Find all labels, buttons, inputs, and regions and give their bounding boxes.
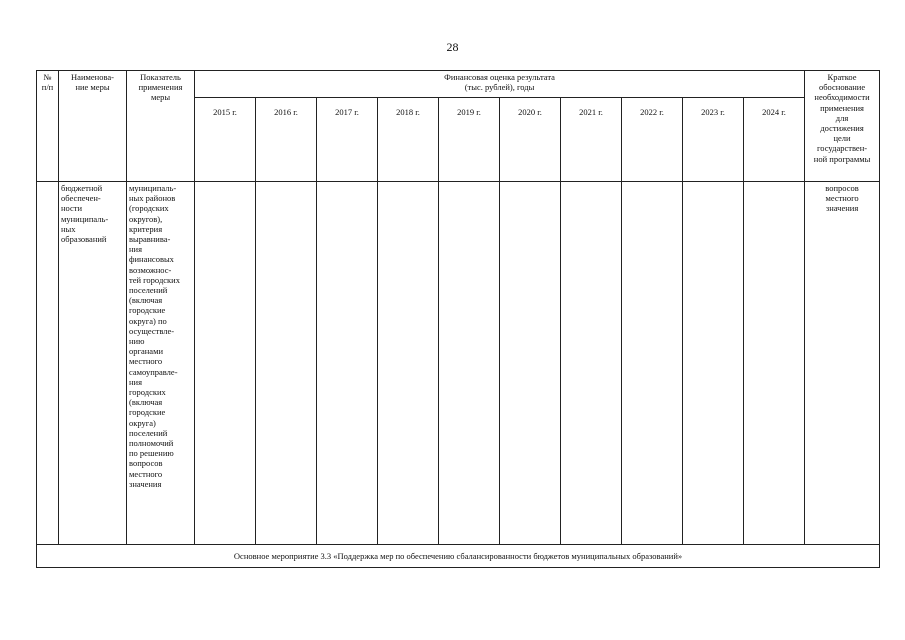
- year-cell: [500, 182, 561, 545]
- year-header: 2015 г.: [195, 98, 256, 182]
- year-header: 2016 г.: [256, 98, 317, 182]
- measures-table: [36, 70, 880, 568]
- row-indicator: муниципаль- ных районов (городских округов), критерия выравнива- ния финансовых возможнос- тей городских поселений (включая городские округа) по осуществле- нию органами местного самоуправле- ния городских (включая городские округа) поселений полномочий по решению вопросов местного значения: [127, 182, 195, 545]
- year-cell: [622, 182, 683, 545]
- year-header: 2021 г.: [561, 98, 622, 182]
- table-row: [37, 182, 880, 545]
- header-measure-name: Наименова- ние меры: [59, 71, 127, 182]
- header-justification: Краткое обоснование необходимости применения для достижения цели государствен- ной программы: [805, 71, 880, 182]
- year-header: 2018 г.: [378, 98, 439, 182]
- year-header: 2020 г.: [500, 98, 561, 182]
- header-financial-estimate: Финансовая оценка результата (тыс. рублей), годы: [195, 71, 805, 98]
- year-header: 2017 г.: [317, 98, 378, 182]
- year-header: 2022 г.: [622, 98, 683, 182]
- year-cell: [561, 182, 622, 545]
- year-cell: [683, 182, 744, 545]
- page-number: 28: [446, 40, 459, 54]
- year-cell: [317, 182, 378, 545]
- year-header: 2024 г.: [744, 98, 805, 182]
- year-cell: [439, 182, 500, 545]
- year-cell: [378, 182, 439, 545]
- main-activity-title: Основное мероприятие 3.3 «Поддержка мер по обеспечению сбалансированности бюджетов муниципальных образований»: [37, 545, 880, 568]
- year-cell: [195, 182, 256, 545]
- year-cell: [744, 182, 805, 545]
- row-justification: вопросов местного значения: [805, 182, 880, 545]
- row-measure-name: бюджетной обеспечен- ности муниципаль- ных образований: [59, 182, 127, 545]
- header-indicator: Показатель применения меры: [127, 71, 195, 182]
- header-row-1: [37, 71, 880, 98]
- row-num: [37, 182, 59, 545]
- year-header: 2019 г.: [439, 98, 500, 182]
- year-cell: [256, 182, 317, 545]
- year-header: 2023 г.: [683, 98, 744, 182]
- section-footer-row: [37, 545, 880, 568]
- header-num: № п/п: [37, 71, 59, 182]
